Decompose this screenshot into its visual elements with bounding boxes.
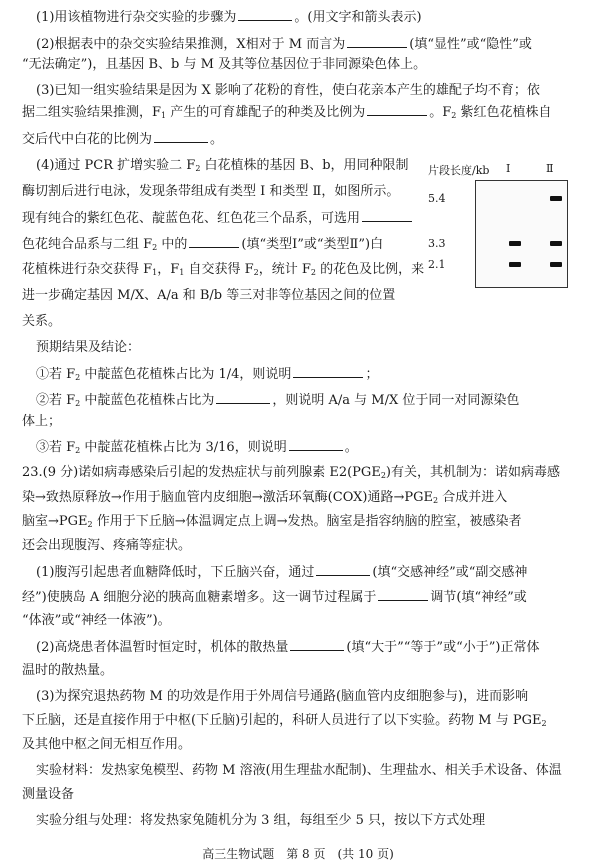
text-line: 交后代中白花的比例为 。 (22, 132, 224, 147)
question-23-stem: 23.(9 分)诺如病毒感染后引起的发热症状与前列腺素 $E2(PGE_2)$有关，其机制为：诺如病毒感 (22, 465, 560, 480)
text-line: “无法确定”)，且基因 B、b 与 M 及其等位基因位于非同源染色体上。 (22, 57, 427, 72)
text-line: 据二组实验结果推测，$F_1$ 产生的可育雄配子的种类及比例为 。$F_2$ 紫红色花植株自 (22, 105, 552, 120)
text-line: 进一步确定基因 M/X、A/a 和 B/b 等三对非等位基因之间的位置 (22, 288, 396, 303)
text-line: 体上； (22, 414, 62, 429)
text-line: 现有纯合的紫红色花、靛蓝色花、红色花三个品系，可选用 (22, 209, 436, 227)
text-line: 测量设备 (22, 787, 75, 802)
text-line: 花植株进行杂交获得 $F_1$，$F_1$ 自交获得 $F_2$，统计 $F_2$ 的花色及比例，来 (22, 262, 425, 277)
text-line: (1)腹泻引起患者血糖降低时，下丘脑兴奋，通过 (填“交感神经”或“副交感神 (36, 565, 528, 580)
band-II-3.3 (550, 241, 562, 246)
text-line: (2)根据表中的杂交实验结果推测，X相对于 M 而言为 (填“显性”或“隐性”或 (36, 37, 532, 52)
lane-label-I: Ⅰ (506, 162, 511, 175)
text-line: 经”)使胰岛 A 细胞分泌的胰高血糖素增多。这一调节过程属于 调节(填“神经”或 (22, 590, 527, 605)
text-line: 脑室$\to PGE_2$ 作用于下丘脑→体温调定点上调→发热。脑室是指容纳脑的腔室，被感染者 (22, 514, 522, 529)
text-line: ①若 $F_2$ 中靛蓝色花植株占比为 1/4，则说明 ； (36, 367, 379, 382)
band-I-3.3 (509, 241, 521, 246)
text-line: (4)通过 PCR 扩增实验二 $F_2$ 白花植株的基因 B、b，用同种限制 (36, 158, 409, 173)
gel-box (475, 180, 568, 288)
answer-blank[interactable] (347, 35, 407, 48)
text-line: (3)为探究退热药物 M 的功效是作用于外周信号通路(脑血管内皮细胞参与)，进而影响 (36, 689, 529, 704)
answer-blank[interactable] (290, 638, 344, 651)
text-line: 温时的散热量。 (22, 663, 114, 678)
answer-blank[interactable] (289, 438, 343, 451)
text-line: (3)已知一组实验结果是因为 X 影响了花粉的育性，使白花亲本产生的雄配子均不育；依 (36, 83, 540, 98)
band-II-2.1 (550, 262, 562, 267)
answer-blank[interactable] (378, 588, 428, 601)
size-label: 5.4 (428, 192, 446, 205)
answer-blank[interactable] (367, 103, 427, 116)
text-line: 染→致热原释放→作用于脑血管内皮细胞→激活环氧酶(COX)通路$\to PGE_2$ 合成并进入 (22, 490, 508, 505)
text-line: 预期结果及结论： (36, 340, 141, 355)
text-line: (2)高烧患者体温暂时恒定时，机体的散热量 (填“大于”“等于”或“小于”)正常体 (36, 640, 540, 655)
answer-blank[interactable] (362, 209, 412, 222)
lane-label-II: Ⅱ (546, 162, 554, 175)
figure-axis-label: 片段长度/kb (428, 164, 490, 177)
text-line: (1)用该植物进行杂交实验的步骤为 。(用文字和箭头表示) (36, 10, 422, 25)
text-line: ③若 $F_2$ 中靛蓝花植株占比为 3/16，则说明 。 (36, 440, 358, 455)
answer-blank[interactable] (293, 365, 363, 378)
text-line: ②若 $F_2$ 中靛蓝色花植株占比为 ，则说明 A/a 与 M/X 位于同一对同源染色 (36, 393, 520, 408)
band-II-5.4 (550, 196, 562, 201)
page-footer: 高三生物试题 第 8 页 (共 10 页) (202, 847, 394, 861)
text-line: 色花纯合品系与二组 $F_2$ 中的 (填“类型Ⅰ”或“类型Ⅱ”)白 (22, 237, 384, 252)
answer-blank[interactable] (316, 563, 370, 576)
answer-blank[interactable] (154, 130, 208, 143)
electrophoresis-figure (428, 160, 578, 290)
text-line: 实验分组与处理：将发热家兔随机分为 3 组，每组至少 5 只，按以下方式处理 (36, 813, 486, 828)
text-line: 下丘脑，还是直接作用于中枢(下丘脑)引起的，科研人员进行了以下实验。药物 M 与 $PGE_2$ (22, 713, 547, 728)
text-line: 酶切割后进行电泳，发现条带组成有类型 Ⅰ 和类型 Ⅱ，如图所示。 (22, 184, 400, 199)
band-I-2.1 (509, 262, 521, 267)
text-line: 实验材料：发热家兔模型、药物 M 溶液(用生理盐水配制)、生理盐水、相关手术设备、体温 (36, 763, 562, 778)
text-line: “体液”或“神经一体液”)。 (22, 613, 171, 628)
size-label: 2.1 (428, 258, 446, 271)
answer-blank[interactable] (216, 391, 270, 404)
answer-blank[interactable] (189, 235, 239, 248)
text-line: 及其他中枢之间无相互作用。 (22, 737, 192, 752)
answer-blank[interactable] (238, 8, 292, 21)
size-label: 3.3 (428, 237, 446, 250)
text-line: 关系。 (22, 314, 62, 329)
text-line: 还会出现腹泻、疼痛等症状。 (22, 538, 192, 553)
